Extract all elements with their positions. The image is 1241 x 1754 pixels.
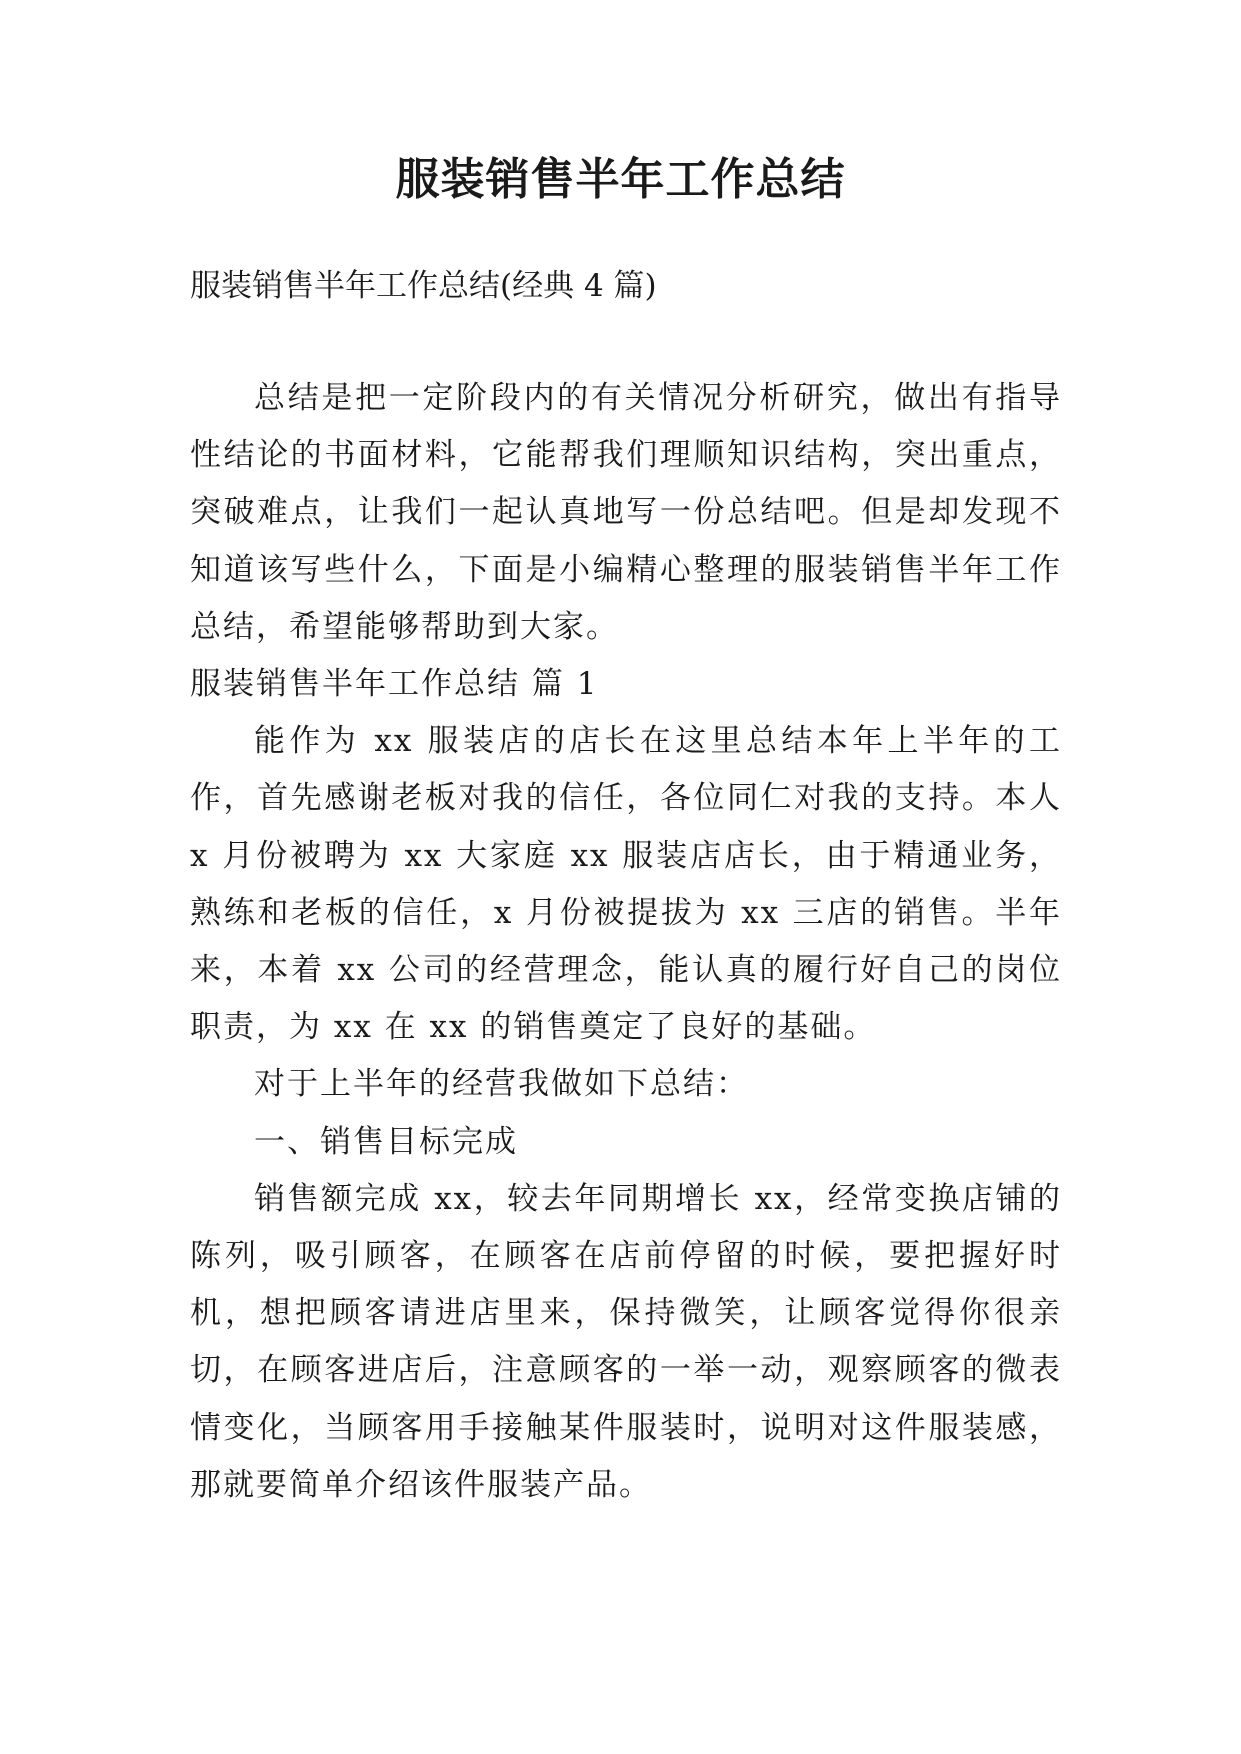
body-paragraph-1: 能作为 xx 服装店的店长在这里总结本年上半年的工作，首先感谢老板对我的信任，各位同仁对我的支持。本人 x 月份被聘为 xx 大家庭 xx 服装店店长，由于精通业务，熟练和老板的信任，x 月份被提拔为 xx 三店的销售。半年来，本着 xx 公司的经营理念，能认真的履行好自己的岗位职责，为 xx 在 xx 的销售奠定了良好的基础。 bbox=[190, 723, 1062, 1046]
document-subtitle: 服装销售半年工作总结(经典 4 篇) bbox=[190, 268, 657, 304]
section-heading: 服装销售半年工作总结 篇 1 bbox=[190, 666, 599, 703]
document-title: 服装销售半年工作总结 bbox=[395, 154, 846, 205]
subheading-sales-target: 一、销售目标完成 bbox=[254, 1123, 518, 1160]
body-paragraph-2: 对于上半年的经营我做如下总结： bbox=[254, 1066, 749, 1103]
intro-paragraph: 总结是把一定阶段内的有关情况分析研究，做出有指导性结论的书面材料，它能帮我们理顺知识结构，突出重点，突破难点，让我们一起认真地写一份总结吧。但是却发现不知道该写些什么，下面是小编精心整理的服装销售半年工作总结，希望能够帮助到大家。 bbox=[190, 380, 1062, 645]
document-body bbox=[190, 258, 1062, 1514]
body-paragraph-3: 销售额完成 xx，较去年同期增长 xx，经常变换店铺的陈列，吸引顾客，在顾客在店前停留的时候，要把握好时机，想把顾客请进店里来，保持微笑，让顾客觉得你很亲切，在顾客进店后，注意顾客的一举一动，观察顾客的微表情变化，当顾客用手接触某件服装时，说明对这件服装感，那就要简单介绍该件服装产品。 bbox=[190, 1180, 1062, 1503]
